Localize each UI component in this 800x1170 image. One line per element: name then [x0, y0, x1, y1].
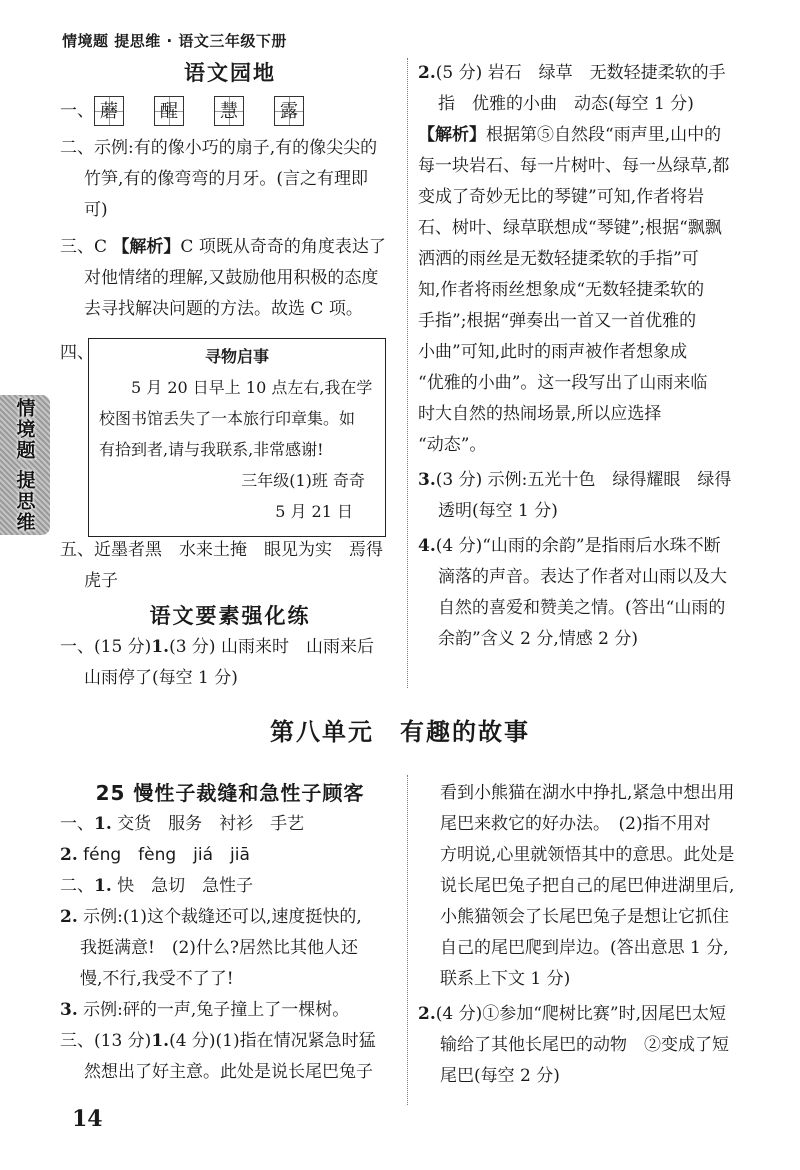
- bl-num: 2.: [60, 907, 78, 927]
- bl-line: [60, 902, 400, 933]
- running-header: 情境题 提思维 · 语文三年级下册: [62, 32, 287, 50]
- r-q4-line: 自然的喜爱和赞美之情。(答出“山雨的: [438, 598, 726, 618]
- r-q2-line: [418, 58, 763, 89]
- q3-line: 对他情绪的理解,又鼓励他用积极的态度: [84, 268, 379, 288]
- bottom-left-column: [60, 778, 400, 1088]
- notice-title: 寻物启事: [204, 347, 269, 366]
- bl-text: féng fèng jiá jiā: [77, 845, 250, 865]
- r-q2-exp: 时大自然的热闹场景,所以应选择: [418, 404, 662, 424]
- bl-line: [60, 840, 400, 871]
- tian-grid-char: 醒: [154, 96, 184, 126]
- br-line: 自己的尾巴爬到岸边。(答出意思 1 分,: [440, 938, 729, 958]
- br-line: 联系上下文 1 分): [440, 969, 571, 989]
- r-q2-exp: 每一块岩石、每一片树叶、每一丛绿草,都: [418, 156, 730, 176]
- notice-line: 有拾到者,请与我联系,非常感谢!: [99, 440, 324, 459]
- notice-line: 校图书馆丢失了一本旅行印章集。如: [99, 409, 356, 428]
- bl-line: 然想出了好主意。此处是说长尾巴兔子: [84, 1062, 373, 1082]
- bl-line: 慢,不行,我受不了了!: [80, 969, 234, 989]
- r-q3-num: 3.: [418, 470, 436, 490]
- bl-label: 一、: [60, 814, 94, 834]
- r-q3-text: (3 分) 示例:五光十色 绿得耀眼 绿得: [435, 470, 732, 490]
- br-q2-line: 尾巴(每空 2 分): [440, 1066, 560, 1086]
- notice-date: 5 月 21 日: [275, 502, 353, 521]
- notice-line: 5 月 20 日早上 10 点左右,我在学: [131, 378, 373, 397]
- side-tab-label: 情境题 提思维: [13, 397, 36, 533]
- bl-label: 二、: [60, 876, 94, 896]
- r-q4-line: [418, 531, 763, 562]
- q2-line: 可): [84, 200, 108, 220]
- lesson-title: 25 慢性子裁缝和急性子顾客: [95, 781, 365, 805]
- bl-num: 1.: [151, 1031, 170, 1051]
- q3-text: C 项既从奇奇的角度表达了: [180, 237, 386, 257]
- br-line: 说长尾巴兔子把自己的尾巴伸进湖里后,: [440, 876, 735, 896]
- column-divider: [407, 58, 408, 688]
- r-q2-exp: 变成了奇妙无比的琴键”可知,作者将岩: [418, 187, 705, 207]
- tian-grid-char: 慧: [214, 96, 244, 126]
- tian-grid-char: 露: [274, 96, 304, 126]
- bl-label: 三、(13 分): [60, 1031, 152, 1051]
- br-q2-text: (4 分)①参加“爬树比赛”时,因尾巴太短: [435, 1004, 727, 1024]
- r-q2-exp: [418, 120, 763, 151]
- q4-label: 四、: [60, 343, 94, 363]
- right-column: [418, 58, 763, 655]
- br-q2-line: 输给了其他长尾巴的动物 ②变成了短: [440, 1035, 729, 1055]
- side-tab: [0, 395, 50, 535]
- e1-num: 1.: [151, 637, 170, 657]
- r-q4-line: 余韵”含义 2 分,情感 2 分): [438, 629, 638, 649]
- bl-line: [60, 871, 400, 902]
- r-q2-num: 2.: [418, 63, 436, 83]
- r-q2-text: (5 分) 岩石 绿草 无数轻捷柔软的手: [435, 63, 726, 83]
- section-title-yaosu: 语文要素强化练: [149, 604, 311, 628]
- bl-line: [60, 995, 400, 1026]
- q1-label: 一、: [60, 100, 94, 121]
- bl-text: 示例:(1)这个裁缝还可以,速度挺快的,: [77, 907, 362, 927]
- r-q2-exp: “优雅的小曲”。这一段写出了山雨来临: [418, 373, 708, 393]
- br-line: 尾巴来救它的好办法。 (2)指不用对: [440, 814, 711, 834]
- bottom-right-column: [418, 778, 770, 1092]
- r-q2-exp: 小曲”可知,此时的雨声被作者想象成: [418, 342, 688, 362]
- bl-text: (4 分)(1)指在情况紧急时猛: [169, 1031, 376, 1051]
- r-q2-exp: 知,作者将雨丝想象成“无数轻捷柔软的: [418, 280, 705, 300]
- q2-line: 二、示例:有的像小巧的扇子,有的像尖尖的: [60, 138, 378, 158]
- bl-num: 1.: [94, 814, 112, 834]
- column-divider-lower: [407, 775, 408, 1105]
- r-q4-line: 滴落的声音。表达了作者对山雨以及大: [438, 567, 727, 587]
- r-q3-line: [418, 465, 763, 496]
- analysis-label: 【解析】: [418, 125, 486, 145]
- br-line: 小熊猫领会了长尾巴兔子是想让它抓住: [440, 907, 729, 927]
- bl-line: [60, 1026, 400, 1057]
- bl-num: 1.: [94, 876, 112, 896]
- r-q2-exp: 石、树叶、绿草联想成“琴键”;根据“飘飘: [418, 218, 722, 238]
- unit-title: 第八单元 有趣的故事: [270, 718, 530, 746]
- page-number: 14: [72, 1106, 103, 1132]
- q2-line: 竹笋,有的像弯弯的月牙。(言之有理即: [84, 169, 369, 189]
- bl-text: 交货 服务 衬衫 手艺: [111, 814, 305, 834]
- q3-line: [60, 232, 400, 263]
- r-q2-exp: 手指”;根据“弹奏出一首又一首优雅的: [418, 311, 697, 331]
- e1-line: 山雨停了(每空 1 分): [84, 668, 238, 688]
- e1-score: 一、(15 分): [60, 637, 152, 657]
- bl-num: 2.: [60, 845, 78, 865]
- e1-text: (3 分) 山雨来时 山雨来后: [169, 637, 374, 657]
- br-q2-line: [418, 999, 770, 1030]
- bl-text: 快 急切 急性子: [111, 876, 254, 896]
- left-column: [60, 58, 400, 325]
- r-q2-line: 指 优雅的小曲 动态(每空 1 分): [438, 94, 694, 114]
- q3-line: 去寻找解决问题的方法。故选 C 项。: [84, 299, 363, 319]
- bl-line: 我挺满意! (2)什么?居然比其他人还: [80, 938, 359, 958]
- bl-num: 3.: [60, 1000, 78, 1020]
- q5-line: 虎子: [84, 571, 118, 591]
- bl-text: 示例:砰的一声,兔子撞上了一棵树。: [77, 1000, 350, 1020]
- r-q4-text: (4 分)“山雨的余韵”是指雨后水珠不断: [435, 536, 721, 556]
- analysis-label: 【解析】: [112, 237, 181, 257]
- br-q2-num: 2.: [418, 1004, 436, 1024]
- r-q3-line: 透明(每空 1 分): [438, 501, 558, 521]
- section-title-yuwenyuandi: 语文园地: [184, 61, 276, 85]
- q3-answer: 三、C: [60, 237, 108, 257]
- r-q4-num: 4.: [418, 536, 436, 556]
- left-column-lower: [60, 535, 400, 694]
- br-line: 方明说,心里就领悟其中的意思。此处是: [440, 845, 735, 865]
- lost-item-notice: [88, 338, 386, 537]
- r-q2-exp-text: 根据第⑤自然段“雨声里,山中的: [486, 125, 722, 145]
- r-q2-exp: “动态”。: [418, 435, 487, 455]
- e1-line: [60, 632, 400, 663]
- br-line: 看到小熊猫在湖水中挣扎,紧急中想出用: [440, 783, 735, 803]
- q5-line: 五、近墨者黑 水来土掩 眼见为实 焉得: [60, 540, 383, 560]
- tian-grid-char: 蘑: [94, 96, 124, 126]
- bl-line: [60, 809, 400, 840]
- r-q2-exp: 洒洒的雨丝是无数轻捷柔软的手指”可: [418, 249, 699, 269]
- q1-row: [60, 89, 400, 133]
- notice-sign: 三年级(1)班 奇奇: [241, 471, 365, 490]
